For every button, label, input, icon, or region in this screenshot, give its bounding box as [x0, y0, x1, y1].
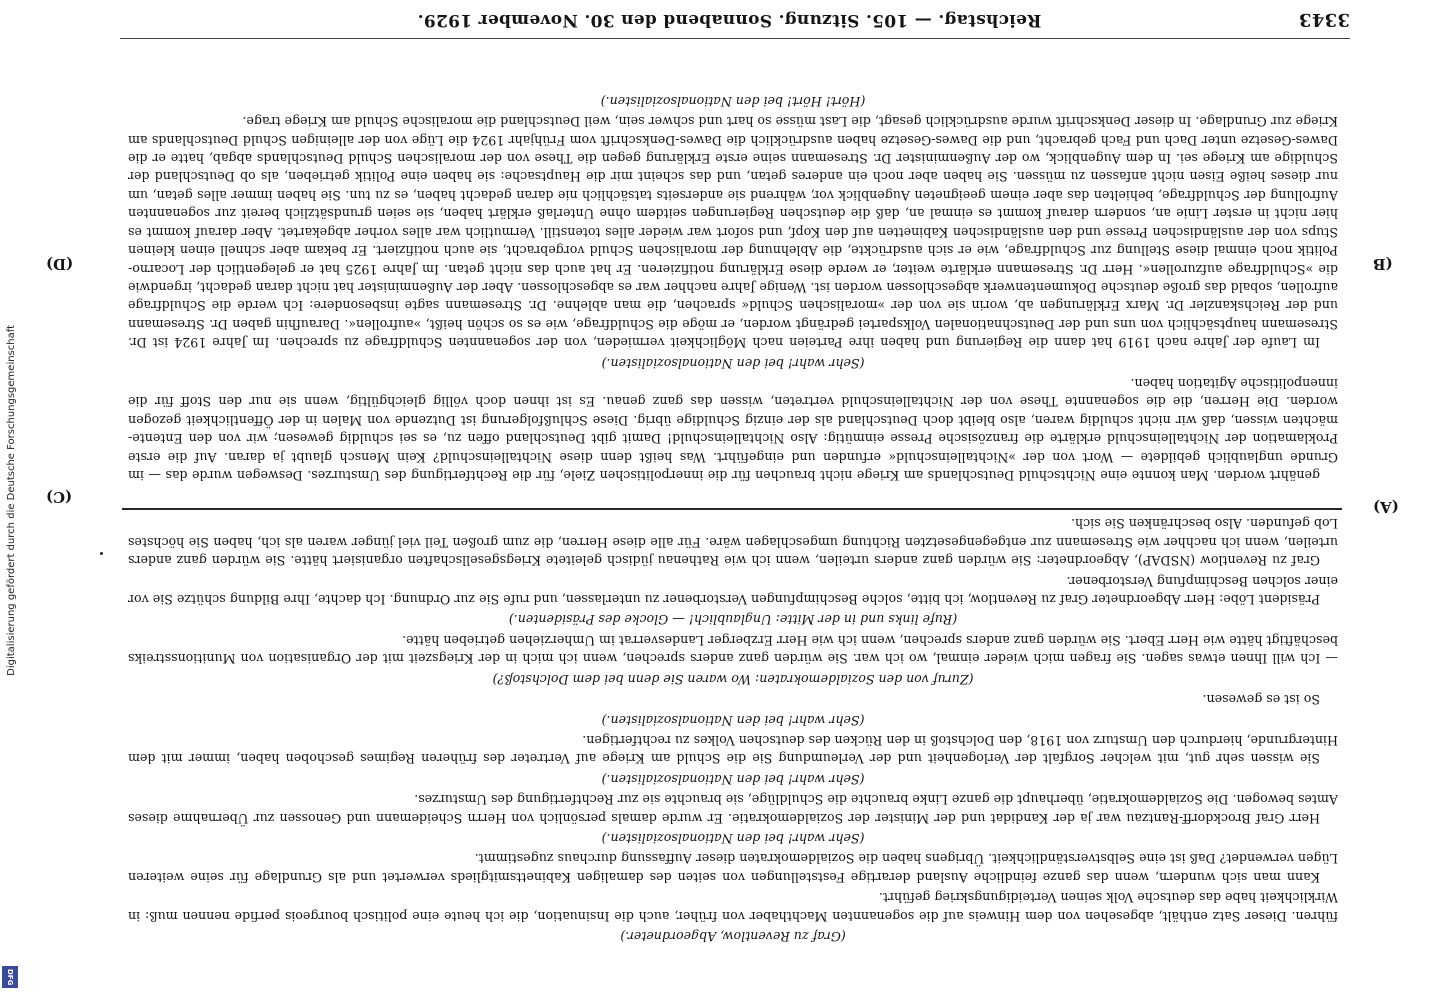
right-column	[128, 44, 1338, 484]
dfg-logo	[2, 966, 18, 988]
paragraph: Im Laufe der Jahre nach 1919 hat dann die Regierung und haben ihre Parteien nach Möglichkeit vermieden, von der sogenannten Schuldfrage zu sprechen. Im Jahre 1924 ist Dr. Stresemann hauptsächlich von uns und der Deutschnationalen Volkspartei gedrängt worden, er möge die Schuldfrage, wie es so schön heißt, »aufrollen«. Daraufhin gaben Dr. Stresemann und der Reichskanzler Dr. Marx Erklärungen ab, worin sie von der »moralischen Schuld« sprachen, die man ablehne. Dr. Stresemann sagte insbesondere: Ich werde die Schuldfrage aufrollen, sobald das große deutsche Dokumentenwerk abgeschlossen worden ist. Wenige Jahre nachher war es abgeschlossen. Aber der Außenminister hat nicht daran gedacht, irgendwie die »Schuldfrage aufzurollen«. Herr Dr. Stresemann erklärte weiter, er werde diese Erklärung notifizieren. Er hat auch das nicht getan. Im Jahre 1925 hat er gelegentlich der Locarno-Politik noch einmal diese Stellung zur Schuldfrage, wie er sich ausdrückte, die Ablehnung der moralischen Schuld vorgebracht, sie auch notifiziert. Er bekam aber schnell einen kleinen Stups von der ausländischen Presse und den ausländischen Kabinetten auf den Kopf, und sofort war wieder alles totenstill. Vermutlich war alles vorher abgekartet. Aber darauf kommt es hier nicht in erster Linie an, sondern darauf kommt es einmal an, daß die deutschen Regierungen seitdem ohne Unterlaß erklärt haben, sie seien grundsätzlich bereit zur sogenannten Aufrollung der Schuldfrage, behielten das aber einem geeigneten Augenblick vor, während sie anderseits tatsächlich nie daran gedacht haben, es zu tun. Sie haben immer alles getan, um nur dieses heiße Eisen nicht anfassen zu müssen. Sie haben aber noch ein anderes getan, und das scheint mir die Hauptsache: sie haben eine Politik getrieben, als ob Deutschland der Schuldige am Kriege sei. In dem Augenblick, wo der Außenminister Dr. Stresemann seine erste Erklärung gegen die These von der moralischen Schuld Deutschlands abgab, hatte er die Dawes-Gesetze unter Dach und Fach gebracht, und die Dawes-Gesetze haben ausdrücklich die Dawes-Denkschrift vom Frühjahr 1924 die Lüge von der alleinigen Schuld Deutschlands am Kriege zur Grundlage. In dieser Denkschrift wurde ausdrücklich gesagt, die Last müsse so hart und schwer sein, weil Deutschland die moralische Schuld am Kriege trage.	[128, 114, 1338, 351]
paragraph: genährt worden. Man konnte eine Nichtschuld Deutschlands am Kriege nicht brauchen für die innerpolitischen Ziele, für die Rechtfertigung des Umsturzes. Deswegen wurde das — im Grunde unglaublich gebildete — Wort von der »Nichtalleinschuld« erfunden und eingeführt. Was heißt denn diese Nichtalleinschuld? Kein Mensch glaubt ja daran. Auf die erste Proklamation der Nichtalleinschuld erklärte die französische Presse einmütig: Also Nichtalleinschuld! Damit gibt Deutschland offen zu, es sei schuldig gewesen; wir von den Entente-mächten wissen, daß wir nicht schuldig waren, also bleibt doch Deutschland als der einzig Schuldige übrig. Diese Schlußfolgerung ist Dutzende von Malen in der Öffentlichkeit gezogen worden. Die Herren, die die sogenannte These von der Nichtalleinschuld vertreten, wissen das ganz genau. Es ist ihnen doch völlig gleichgültig, wenn sie nur den Stoff für die innenpolitische Agitation haben.	[128, 375, 1338, 483]
interjection: (Sehr wahr! bei den Nationalsozialisten.)	[601, 830, 865, 846]
paragraph: Herr Graf Brockdorff-Rantzau war ja der Kandidat und der Minister der Sozialdemokratie. Er wurde damals persönlich von Herrn Scheidemann und Genossen zur Übernahme dieses Amtes bewogen. Die Sozialdemokratie, überhaupt die ganze Linke brauchte die Schuldlüge, sie brauchte sie zur Rechtfertigung des Umsturzes.	[128, 792, 1338, 826]
dfg-logo-text: DFG	[6, 968, 14, 986]
interjection: (Zuruf von den Sozialdemokraten: Wo waren Sie denn bei dem Dolchstoß?)	[492, 671, 974, 687]
margin-marker-a: (A)	[1373, 498, 1399, 516]
interjection: (Rufe links und in der Mitte: Unglaublich! — Glocke des Präsidenten.)	[508, 612, 958, 628]
paragraph: Graf zu Reventlow (NSDAP), Abgeordneter: Sie würden ganz anders urteilen, wenn ich wie Rathenau jüdisch geleitete Kriegsgesellschaften organisiert hätte. Sie würden ganz anders urteilen, wenn ich nachher wie Stresemann zur entgegengesetzten Richtung umgeschlagen wäre. Für alle diese Herren, die zum großen Teil viel jünger waren als ich, haben Sie höchstes Lob gefunden. Also beschränken Sie sich.	[128, 516, 1338, 569]
page-number: 3343	[1298, 9, 1350, 31]
paragraph: führen. Dieser Satz enthält, abgesehen von dem Hinweis auf die sogenannten Machthaber von früher, auch die Insinuation, die ich heute eine politisch bourgeois perfide nennen muß: in Wirklichkeit habe das deutsche Volk seinen Verteidigungskrieg geführt.	[128, 890, 1338, 924]
column-divider	[122, 508, 1342, 510]
paragraph-president: Präsident Löbe: Herr Abgeordneter Graf zu Reventlow, ich bitte, solche Beschimpfungen Verstorbener zu unterlassen, und rufe Sie zur Ordnung. Ich dachte, Ihre Bildung schütze Sie vor einer solchen Beschimpfung Verstorbener.	[128, 573, 1338, 608]
paragraph: Kann man sich wundern, wenn das ganze feindliche Ausland derartige Feststellungen von seiten des damaligen Kabinettsmitglieds verwertet und als Grundlage für seine weiteren Lügen verwendet? Daß ist eine Selbstverständlichkeit. Übrigens haben die Sozialdemokraten dieser Auffassung durchaus zugestimmt.	[128, 851, 1338, 885]
interjection: (Sehr wahr! bei den Nationalsozialisten.)	[601, 355, 865, 371]
interjection: (Hört! Hört! bei den Nationalsozialisten.)	[600, 93, 866, 109]
interjection: (Sehr wahr! bei den Nationalsozialisten.)	[601, 771, 865, 787]
paragraph: So ist es gewesen.	[1202, 692, 1320, 708]
ink-dot	[100, 552, 103, 555]
margin-marker-d: (D)	[46, 255, 74, 273]
header-rule	[120, 38, 1350, 39]
speaker-heading: (Graf zu Reventlow, Abgeordneter.)	[620, 929, 846, 944]
interjection: (Sehr wahr! bei den Nationalsozialisten.)	[601, 712, 865, 728]
paragraph: Sie wissen sehr gut, mit welcher Sorgfalt der Verlogenheit und der Verleumdung Sie die Schuld am Kriege auf Vertreter des früheren Regimes geschoben haben, immer mit dem Hintergrunde, hierdurch den Umsturz von 1918, den Dolchstoß in den Rücken des deutschen Volkes zu rechtfertigen.	[128, 732, 1338, 767]
page-header	[120, 8, 1350, 32]
paragraph: — Ich will Ihnen etwas sagen. Sie fragen mich wieder einmal, wo ich war. Sie würden ganz anders sprechen, wenn ich mich in der Kriegszeit mit der Organisation von Munitionsstreiks beschäftigt hätte wie Herr Ebert. Sie würden ganz anders sprechen, wenn ich wie Herr Erzberger Landesverrat im Umherziehen getrieben hätte.	[128, 632, 1338, 667]
margin-marker-b: (B	[1373, 255, 1393, 273]
credit-text: Digitalisierung gefördert durch die Deutsche Forschungsgemeinschaft	[5, 324, 17, 676]
left-column	[128, 515, 1338, 945]
margin-marker-c: (C)	[46, 488, 73, 506]
digitization-credit	[0, 0, 22, 1000]
page-title: Reichstag. — 105. Sitzung. Sonnabend den 30. November 1929.	[417, 10, 1042, 30]
